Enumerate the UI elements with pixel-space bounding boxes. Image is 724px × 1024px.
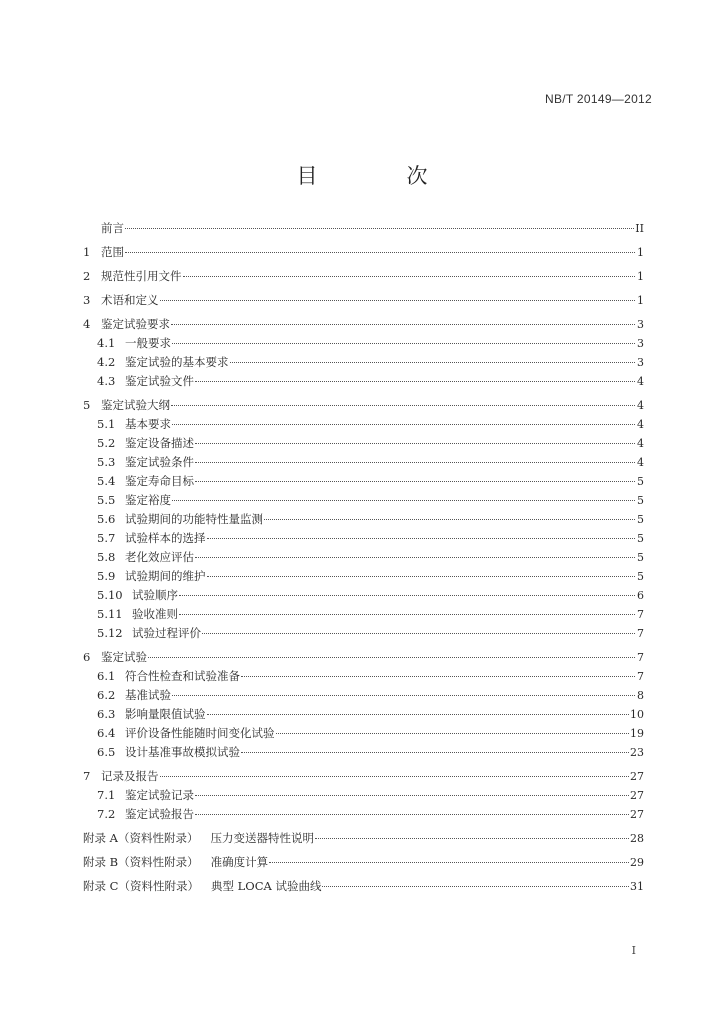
toc-entry-page: 1 xyxy=(637,294,644,307)
toc-entry[interactable] xyxy=(83,726,644,741)
toc-entry-number: 4.1 xyxy=(97,336,116,350)
toc-entry[interactable] xyxy=(83,436,644,451)
toc-entry-page: 5 xyxy=(637,494,644,507)
dot-leader xyxy=(172,500,635,501)
toc-entry-page: 27 xyxy=(630,808,644,821)
toc-entry-label: 鉴定试验大纲 xyxy=(101,398,170,412)
toc-entry[interactable] xyxy=(83,336,644,351)
dot-leader xyxy=(171,405,635,406)
toc-entry-number: 5 xyxy=(83,398,91,412)
toc-entry-page: 27 xyxy=(630,789,644,802)
toc-entry-page: 28 xyxy=(630,832,644,845)
dot-leader xyxy=(125,252,635,253)
toc-entry[interactable] xyxy=(83,374,644,389)
toc-entry-page: II xyxy=(635,222,644,235)
toc-entry-number: 5.3 xyxy=(97,455,116,469)
dot-leader xyxy=(241,752,629,753)
toc-entry-label: 典型 LOCA 试验曲线 xyxy=(210,879,322,893)
toc-entry[interactable] xyxy=(83,474,644,489)
dot-leader xyxy=(195,462,635,463)
toc-entry[interactable] xyxy=(83,569,644,584)
toc-entry-page: 5 xyxy=(637,570,644,583)
toc-entry-number: 5.12 xyxy=(97,626,123,640)
toc-entry-page: 29 xyxy=(630,856,644,869)
toc-entry-page: 1 xyxy=(637,246,644,259)
toc-entry-label: 范围 xyxy=(101,245,124,259)
toc-entry-page: 1 xyxy=(637,270,644,283)
dot-leader xyxy=(125,228,634,229)
page-number: I xyxy=(631,944,636,957)
toc-entry-number: 5.5 xyxy=(97,493,116,507)
toc-entry-label: 鉴定试验条件 xyxy=(125,455,194,469)
toc-entry-label: 试验期间的功能特性量监测 xyxy=(125,512,263,526)
toc-entry-label: 试验样本的选择 xyxy=(125,531,206,545)
dot-leader xyxy=(276,733,630,734)
toc-entry-label: 基准试验 xyxy=(125,688,171,702)
toc-entry[interactable] xyxy=(83,355,644,370)
toc-entry[interactable] xyxy=(83,831,644,846)
toc-entry-label: 术语和定义 xyxy=(101,293,159,307)
dot-leader xyxy=(264,519,635,520)
toc-entry-label: 试验期间的维护 xyxy=(125,569,206,583)
standard-code: NB/T 20149—2012 xyxy=(544,92,652,106)
toc-entry-page: 5 xyxy=(637,551,644,564)
toc-entry-label: 鉴定裕度 xyxy=(125,493,171,507)
dot-leader xyxy=(202,633,635,634)
toc-entry-page: 4 xyxy=(637,437,644,450)
dot-leader xyxy=(172,424,635,425)
toc-entry-label: 鉴定试验报告 xyxy=(125,807,194,821)
toc-entry-label: 鉴定试验要求 xyxy=(101,317,170,331)
toc-entry[interactable] xyxy=(83,588,644,603)
toc-entry-page: 7 xyxy=(637,651,644,664)
toc-entry-label: 记录及报告 xyxy=(101,769,159,783)
toc-entry-page: 7 xyxy=(637,608,644,621)
toc-entry-label: 老化效应评估 xyxy=(125,550,194,564)
toc-entry[interactable] xyxy=(83,398,644,413)
toc-entry-page: 10 xyxy=(630,708,644,721)
toc-entry-label: 设计基准事故模拟试验 xyxy=(125,745,240,759)
toc-entry-label: 规范性引用文件 xyxy=(101,269,182,283)
toc-entry-number: 5.10 xyxy=(97,588,123,602)
toc-entry[interactable] xyxy=(83,788,644,803)
toc-entry-page: 27 xyxy=(630,770,644,783)
dot-leader xyxy=(195,557,635,558)
toc-entry-number: 1 xyxy=(83,245,91,259)
toc-entry-label: 鉴定设备描述 xyxy=(125,436,194,450)
toc-entry[interactable] xyxy=(83,669,644,684)
toc-entry[interactable] xyxy=(83,550,644,565)
toc-entry-label: 鉴定试验记录 xyxy=(125,788,194,802)
toc-entry[interactable] xyxy=(83,493,644,508)
dot-leader xyxy=(179,595,635,596)
toc-entry-page: 6 xyxy=(637,589,644,602)
dot-leader xyxy=(269,862,629,863)
toc-entry-number: 6.1 xyxy=(97,669,116,683)
toc-entry[interactable] xyxy=(83,269,644,284)
toc-entry-number: 附录 C（资料性附录） xyxy=(83,879,199,893)
toc-entry-label: 准确度计算 xyxy=(210,855,269,869)
toc-entry[interactable] xyxy=(83,688,644,703)
toc-entry-page: 7 xyxy=(637,670,644,683)
toc-entry-number: 5.9 xyxy=(97,569,116,583)
toc-entry-label: 验收准则 xyxy=(132,607,178,621)
toc-entry[interactable] xyxy=(83,512,644,527)
toc-entry-number: 7.1 xyxy=(97,788,116,802)
toc-entry[interactable] xyxy=(83,317,644,332)
toc-entry[interactable] xyxy=(83,417,644,432)
toc-entry-number: 5.11 xyxy=(97,607,123,621)
dot-leader xyxy=(148,657,635,658)
toc-entry[interactable] xyxy=(83,807,644,822)
toc-entry-page: 3 xyxy=(637,337,644,350)
toc-entry-number: 4.2 xyxy=(97,355,116,369)
toc-entry-number: 5.2 xyxy=(97,436,116,450)
toc-entry-page: 4 xyxy=(637,418,644,431)
toc-entry-number: 5.6 xyxy=(97,512,116,526)
dot-leader xyxy=(160,300,636,301)
toc-entry[interactable] xyxy=(83,626,644,641)
toc-entry-number: 2 xyxy=(83,269,91,283)
toc-entry-page: 4 xyxy=(637,456,644,469)
toc-entry-number: 6 xyxy=(83,650,91,664)
toc-entry-page: 3 xyxy=(637,318,644,331)
toc-entry-number: 5.1 xyxy=(97,417,116,431)
dot-leader xyxy=(171,324,635,325)
toc-entry[interactable] xyxy=(83,879,644,894)
toc-entry-label: 一般要求 xyxy=(125,336,171,350)
toc-entry-number: 附录 A（资料性附录） xyxy=(83,831,199,845)
toc-entry-label: 符合性检查和试验准备 xyxy=(125,669,240,683)
toc-entry[interactable] xyxy=(83,293,644,308)
toc-entry-label: 评价设备性能随时间变化试验 xyxy=(125,726,275,740)
dot-leader xyxy=(183,276,636,277)
toc-entry-label: 鉴定试验的基本要求 xyxy=(125,355,229,369)
toc-entry-label: 压力变送器特性说明 xyxy=(210,831,314,845)
dot-leader xyxy=(195,443,635,444)
toc-entry-page: 4 xyxy=(637,399,644,412)
dot-leader xyxy=(207,714,630,715)
toc-entry-number: 3 xyxy=(83,293,91,307)
toc-entry-label: 前言 xyxy=(101,221,124,235)
toc-entry-number: 附录 B（资料性附录） xyxy=(83,855,199,869)
toc-entry-label: 影响量限值试验 xyxy=(125,707,206,721)
toc-entry-number: 5.7 xyxy=(97,531,116,545)
toc-entry[interactable] xyxy=(83,855,644,870)
toc-entry-page: 7 xyxy=(637,627,644,640)
toc-entry[interactable] xyxy=(83,769,644,784)
toc-entry-label: 试验过程评价 xyxy=(132,626,201,640)
toc-entry-number: 6.5 xyxy=(97,745,116,759)
toc-entry-number: 7 xyxy=(83,769,91,783)
toc-entry-page: 19 xyxy=(630,727,644,740)
dot-leader xyxy=(207,576,636,577)
dot-leader xyxy=(315,838,629,839)
dot-leader xyxy=(172,695,635,696)
toc-entry-number: 6.2 xyxy=(97,688,116,702)
toc-entry[interactable] xyxy=(83,745,644,760)
toc-entry[interactable] xyxy=(83,707,644,722)
dot-leader xyxy=(195,381,635,382)
toc-entry-page: 5 xyxy=(637,513,644,526)
dot-leader xyxy=(160,776,630,777)
toc-entry-number: 6.4 xyxy=(97,726,116,740)
dot-leader xyxy=(195,814,629,815)
dot-leader xyxy=(195,795,629,796)
toc-entry-label: 鉴定试验 xyxy=(101,650,147,664)
dot-leader xyxy=(230,362,636,363)
toc-entry-label: 鉴定试验文件 xyxy=(125,374,194,388)
dot-leader xyxy=(195,481,635,482)
toc-entry-number: 5.4 xyxy=(97,474,116,488)
toc-entry-number: 5.8 xyxy=(97,550,116,564)
toc-entry-label: 鉴定寿命目标 xyxy=(125,474,194,488)
toc-entry-number: 7.2 xyxy=(97,807,116,821)
dot-leader xyxy=(172,343,635,344)
toc-entry[interactable] xyxy=(83,607,644,622)
table-of-contents xyxy=(83,221,644,894)
toc-entry-page: 31 xyxy=(630,880,644,893)
toc-entry-page: 5 xyxy=(637,532,644,545)
toc-entry[interactable] xyxy=(83,221,644,236)
toc-entry-page: 8 xyxy=(637,689,644,702)
dot-leader xyxy=(207,538,636,539)
toc-entry-label: 试验顺序 xyxy=(132,588,178,602)
toc-entry-page: 23 xyxy=(630,746,644,759)
toc-entry-label: 基本要求 xyxy=(125,417,171,431)
toc-entry[interactable] xyxy=(83,531,644,546)
toc-entry[interactable] xyxy=(83,455,644,470)
toc-entry-page: 3 xyxy=(637,356,644,369)
page-title: 目 次 xyxy=(296,164,462,188)
toc-entry-number: 6.3 xyxy=(97,707,116,721)
toc-entry-number: 4.3 xyxy=(97,374,116,388)
toc-entry-number: 4 xyxy=(83,317,91,331)
toc-entry-page: 4 xyxy=(637,375,644,388)
toc-entry[interactable] xyxy=(83,650,644,665)
dot-leader xyxy=(179,614,635,615)
dot-leader xyxy=(241,676,635,677)
toc-entry-page: 5 xyxy=(637,475,644,488)
dot-leader xyxy=(322,886,629,887)
toc-entry[interactable] xyxy=(83,245,644,260)
